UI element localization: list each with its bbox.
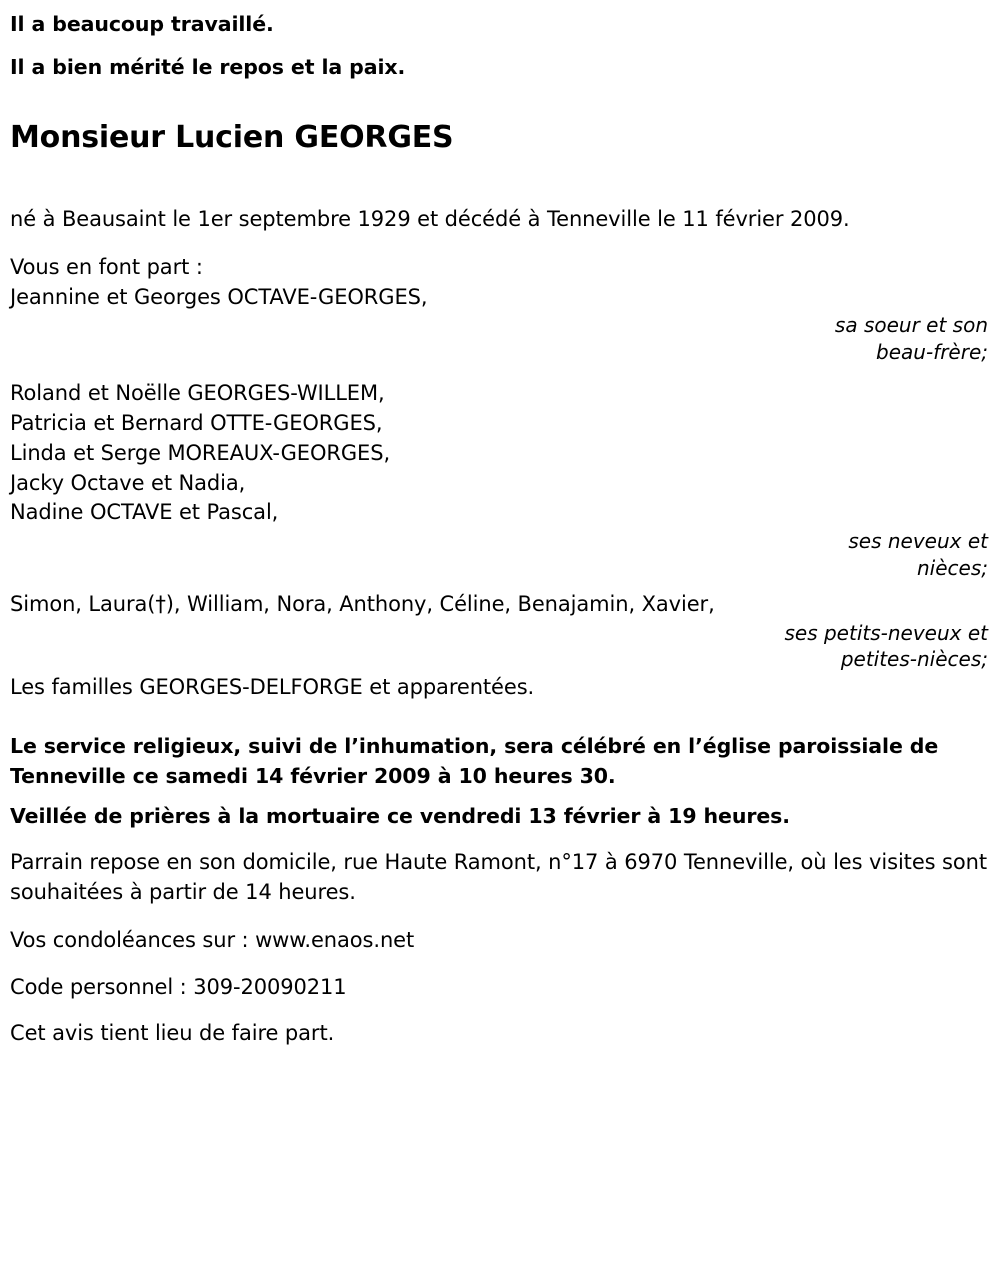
spacer	[10, 581, 990, 590]
personal-code: Code personnel : 309-20090211	[10, 974, 347, 999]
relation-line: sa soeur et son	[834, 313, 988, 338]
family-name-line: Patricia et Bernard OTTE-GEORGES,	[10, 411, 383, 436]
birth-death-line: né à Beausaint le 1er septembre 1929 et décédé à Tenneville le 11 février 2009.	[10, 207, 850, 231]
family-name-line: Jacky Octave et Nadia,	[10, 470, 246, 495]
relation-label-1	[10, 312, 990, 365]
relation-label-3	[10, 620, 990, 673]
family-group-3	[10, 590, 990, 620]
spacer	[10, 365, 990, 379]
family-name-line: Linda et Serge MOREAUX-GEORGES,	[10, 440, 391, 465]
condolences-text: Vos condoléances sur : www.enaos.net	[10, 928, 415, 953]
spacer	[10, 702, 990, 732]
intro-line-2: Il a bien mérité le repos et la paix.	[10, 54, 406, 79]
vigil-text: Veillée de prières à la mortuaire ce vendredi 13 février à 19 heures.	[10, 803, 790, 828]
relation-line: petites-nièces;	[840, 647, 988, 672]
relation-line: nièces;	[917, 555, 988, 580]
relation-label-2	[10, 528, 990, 581]
deceased-name: Monsieur Lucien GEORGES	[10, 120, 454, 155]
resting-text: Parrain repose en son domicile, rue Haute Ramont, n°17 à 6970 Tenneville, où les visites sont souhaitées à partir de 14 heures.	[10, 850, 987, 905]
family-group-2	[10, 379, 990, 528]
footer-text: Cet avis tient lieu de faire part.	[10, 1020, 335, 1045]
relation-line: ses petits-neveux et	[784, 620, 988, 645]
announce-label: Vous en font part :	[10, 254, 203, 279]
families-line: Les familles GEORGES-DELFORGE et apparentées.	[10, 674, 535, 699]
relation-line: beau-frère;	[876, 339, 988, 364]
family-group-1	[10, 283, 990, 313]
family-name-line: Jeannine et Georges OCTAVE-GEORGES,	[10, 284, 428, 309]
family-name-line: Nadine OCTAVE et Pascal,	[10, 500, 279, 525]
service-text: Le service religieux, suivi de l’inhumation, sera célébré en l’église paroissiale de Tenneville ce samedi 14 février 2009 à 10 heures 30.	[10, 734, 939, 788]
intro-line-1: Il a beaucoup travaillé.	[10, 12, 274, 36]
family-name-line: Roland et Noëlle GEORGES-WILLEM,	[10, 381, 385, 406]
relation-line: ses neveux et	[848, 529, 988, 554]
family-name-line: Simon, Laura(†), William, Nora, Anthony, Céline, Benajamin, Xavier,	[10, 592, 715, 617]
